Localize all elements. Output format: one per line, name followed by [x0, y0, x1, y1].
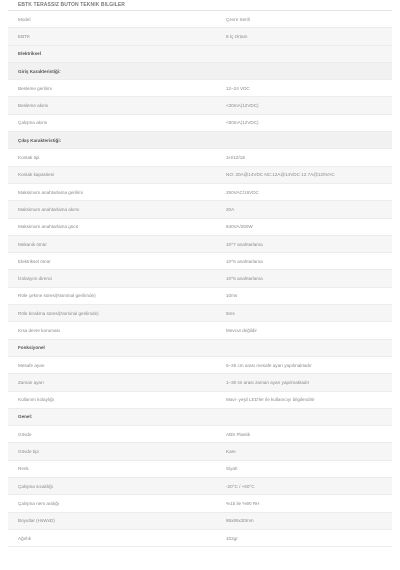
spec-value: -20°C / +60°C — [226, 483, 255, 489]
spec-row — [8, 478, 392, 495]
spec-label: Zaman ayarı — [18, 379, 44, 385]
spec-value: 86x86x30mm — [226, 518, 254, 524]
spec-value: Kare — [226, 449, 236, 455]
spec-label: Renk — [18, 466, 29, 472]
spec-table — [8, 10, 392, 547]
spec-row — [8, 288, 392, 305]
spec-label: Gövde — [18, 431, 32, 437]
spec-label: Besleme gerilimi — [18, 85, 52, 91]
spec-row — [8, 374, 392, 391]
section-heading — [8, 63, 392, 80]
spec-value: ABS Plastik — [226, 431, 250, 437]
spec-label: Mesafe ayarı — [18, 362, 45, 368]
spec-value: 10^7 anahtarlama — [226, 241, 263, 247]
spec-row — [8, 11, 392, 28]
spec-row — [8, 270, 392, 287]
spec-label: Kullanım kolaylığı — [18, 397, 55, 403]
spec-value: 5ms — [226, 310, 235, 316]
spec-sheet — [8, 0, 392, 547]
spec-value: 1H/1Z/1E — [226, 155, 246, 161]
spec-value: Siyah — [226, 466, 238, 472]
spec-label: EBTK — [18, 33, 30, 39]
spec-value: 10^5 anahtarlama — [226, 276, 263, 282]
spec-label: Mekanik ömür — [18, 241, 47, 247]
spec-value: 12–24 VDC — [226, 85, 250, 91]
spec-label: Elektriksel ömür — [18, 258, 51, 264]
spec-row — [8, 236, 392, 253]
spec-label: Ağırlık — [18, 535, 32, 541]
spec-value: 102gr — [226, 535, 238, 541]
spec-label: Çalışma sıcaklığı — [18, 483, 53, 489]
spec-row — [8, 443, 392, 460]
spec-row — [8, 201, 392, 218]
section-heading-label: Fonksiyonel — [18, 345, 45, 351]
spec-row — [8, 530, 392, 547]
spec-row — [8, 184, 392, 201]
table-title: EBTK TERASSIZ BUTON TEKNIK BILGILER — [18, 2, 126, 8]
spec-row — [8, 167, 392, 184]
spec-label: Maksimum anahtarlama akımı — [18, 206, 80, 212]
spec-label: Model — [18, 16, 31, 22]
spec-row — [8, 253, 392, 270]
spec-label: Besleme akımı — [18, 103, 49, 109]
spec-row — [8, 426, 392, 443]
spec-row — [8, 357, 392, 374]
spec-label: İzolasyon direnci — [18, 276, 53, 282]
spec-label: Maksimum anahtarlama gücü — [18, 224, 79, 230]
section-heading — [8, 409, 392, 426]
spec-value: <30mA(12VDC) — [226, 103, 259, 109]
spec-label: Maksimum anahtarlama gerilimi — [18, 189, 83, 195]
spec-row — [8, 305, 392, 322]
spec-row — [8, 115, 392, 132]
spec-label: Çalışma nem aralığı — [18, 500, 60, 506]
spec-row — [8, 80, 392, 97]
spec-label: Röle çekme süresi(Nominal gerilimde) — [18, 293, 96, 299]
spec-row — [8, 97, 392, 114]
spec-row — [8, 219, 392, 236]
spec-row — [8, 513, 392, 530]
spec-label: Kısa devre koruması — [18, 327, 61, 333]
section-heading-label: Genel: — [18, 414, 33, 420]
spec-row — [8, 495, 392, 512]
spec-value: 10^5 anahtarlama — [226, 258, 263, 264]
spec-label: Kontak kapasitesi — [18, 172, 55, 178]
spec-label: Gövde tipi — [18, 449, 39, 455]
spec-row — [8, 322, 392, 339]
spec-value: 840VA/280W — [226, 224, 253, 230]
section-heading-label: Elektriksel — [18, 51, 41, 57]
section-heading-label: Çıkış Karakteristiği: — [18, 137, 62, 143]
section-heading — [8, 132, 392, 149]
spec-label: Boyutlar (HxWxD) — [18, 518, 55, 524]
section-heading-label: Giriş Karakteristiği: — [18, 68, 61, 74]
spec-value: 1–30 sn arası zaman ayarı yapılmaktadır — [226, 379, 310, 385]
spec-value: Mevcut değildir — [226, 327, 257, 333]
spec-value: 8 İç Ortam — [226, 33, 248, 39]
spec-label: Çalışma akımı — [18, 120, 48, 126]
section-heading — [8, 340, 392, 357]
spec-value: Mavi- yeşil LED'ler ile kullanıcıyı bilgilendirir — [226, 397, 315, 403]
spec-row — [8, 392, 392, 409]
spec-label: Röle bırakma süresi(Nominal gerilimde) — [18, 310, 99, 316]
spec-value: Çevre Serili — [226, 16, 250, 22]
spec-value: 10ms — [226, 293, 238, 299]
spec-row — [8, 28, 392, 45]
spec-value: 20A — [226, 206, 235, 212]
spec-label: Kontak tipi — [18, 155, 40, 161]
spec-row — [8, 149, 392, 166]
spec-value: <60mA(12VDC) — [226, 120, 259, 126]
spec-value: 5–25 cm arası mesafe ayarı yapılmaktadır — [226, 362, 312, 368]
spec-value: NO: 20A@14VDC NC:12A@14VDC 12.7A@120VAC — [226, 172, 335, 178]
spec-value: %15 ile %90 RH — [226, 500, 260, 506]
spec-row — [8, 461, 392, 478]
spec-value: 250VAC/16VDC — [226, 189, 259, 195]
section-heading — [8, 46, 392, 63]
